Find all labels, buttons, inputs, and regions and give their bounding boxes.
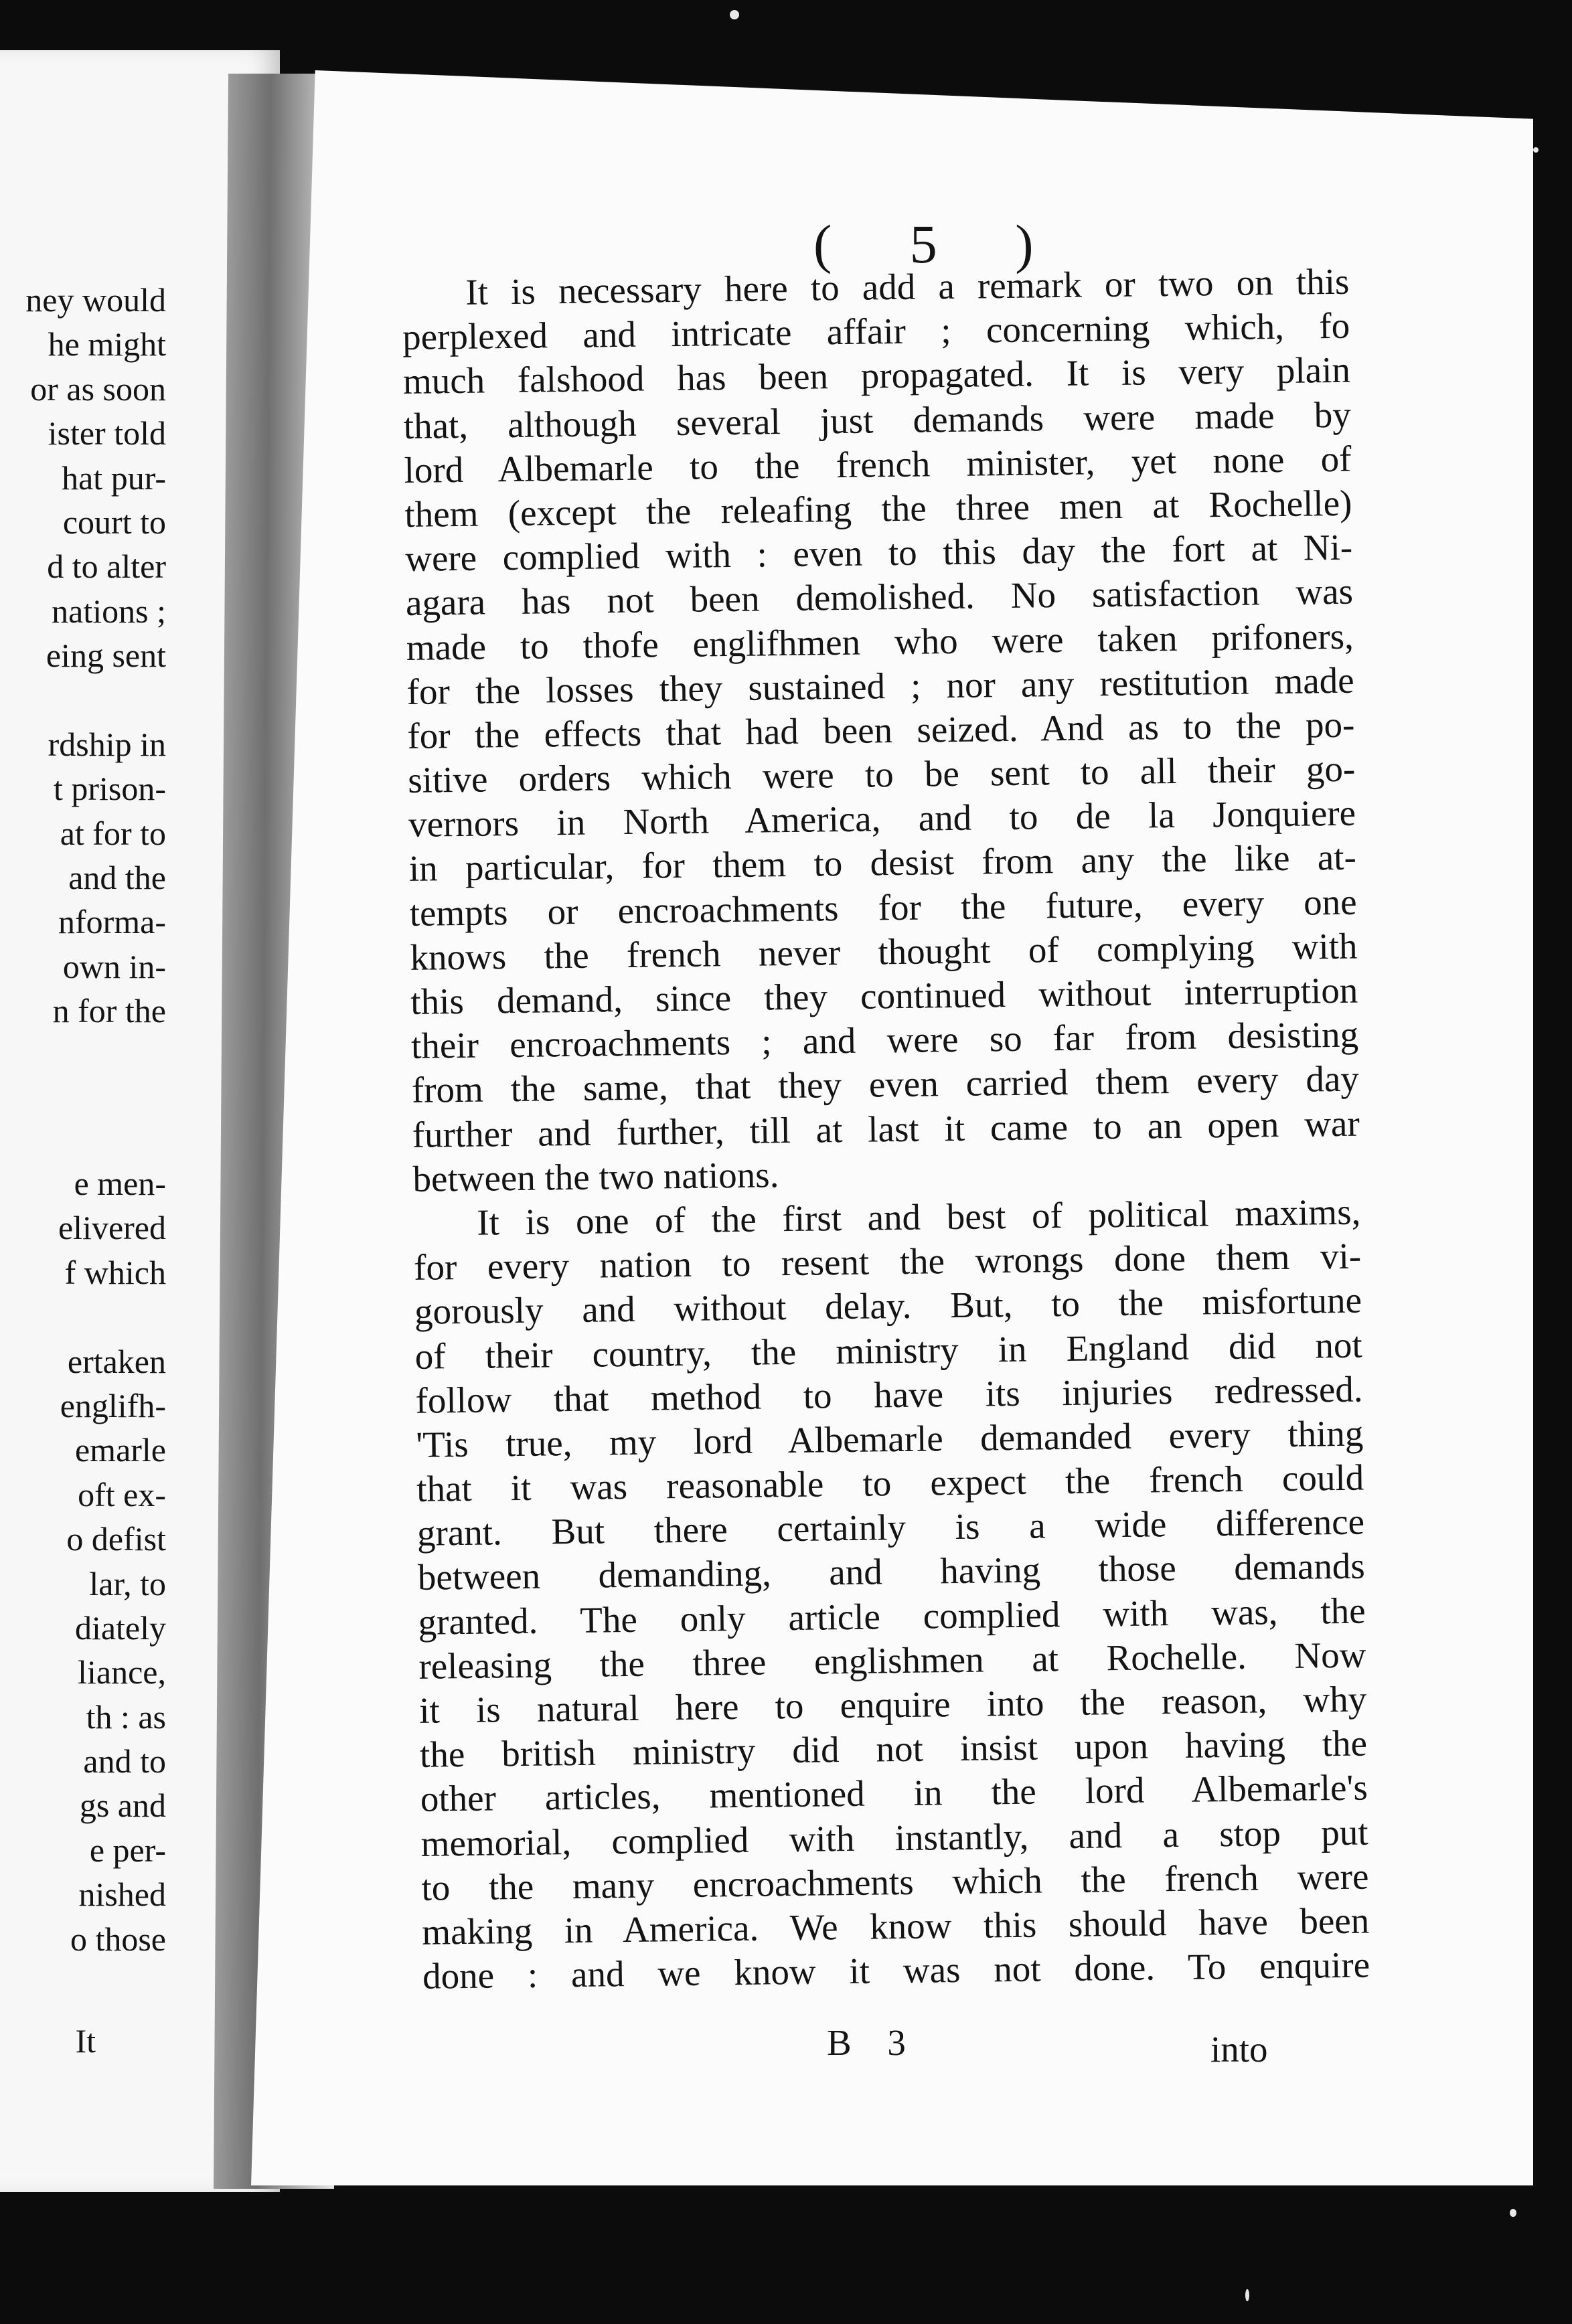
catchword: into — [1210, 2029, 1268, 2070]
left-line: ney would — [25, 281, 166, 319]
text-line: for every nation to resent the wrongs done them vi- — [413, 1235, 1362, 1289]
left-line: t prison- — [53, 770, 166, 808]
text-line: for the losses they sustained ; nor any restitution made — [406, 659, 1354, 712]
left-line — [0, 1295, 166, 1339]
text-line: it is natural here to enquire into the reason, why — [418, 1678, 1367, 1731]
text-line: further and further, till at last it came to an open war — [412, 1102, 1360, 1155]
text-line: the british ministry did not insist upon having the — [419, 1722, 1368, 1776]
text-line: It is one of the first and best of political maxims, — [476, 1191, 1361, 1243]
text-line: them (except the releafing the three men at Rochelle) — [404, 482, 1352, 535]
left-line: or as soon — [30, 369, 166, 408]
left-page-text-lower — [0, 1161, 166, 1961]
left-line: emarle — [74, 1431, 166, 1469]
left-line: d to alter — [47, 548, 166, 586]
body-text — [402, 260, 1370, 1999]
text-line: that it was reasonable to expect the french could — [416, 1457, 1364, 1509]
left-line: and the — [68, 859, 166, 897]
left-line: rdship in — [48, 725, 166, 763]
left-line: o those — [70, 1920, 166, 1958]
text-line: in particular, for them to desist from any the like at- — [408, 837, 1357, 890]
left-line: th : as — [86, 1697, 166, 1736]
text-line: their encroachments ; and were so far from desisting — [410, 1013, 1359, 1067]
left-line: n for the — [52, 992, 166, 1030]
dust-speck — [1533, 147, 1539, 153]
text-line: done : and we know it was not done. To enquire — [422, 1944, 1370, 1997]
text-line: this demand, since they continued without interruption — [410, 969, 1358, 1022]
left-line: eing sent — [46, 637, 166, 675]
text-line: releasing the three englishmen at Rochelle. Now — [418, 1634, 1366, 1687]
left-line: diately — [74, 1608, 166, 1647]
left-line: lar, to — [89, 1564, 166, 1602]
text-line: knows the french never thought of complying with — [410, 925, 1358, 978]
text-line: much falshood has been propagated. It is very plain — [402, 349, 1351, 402]
text-line: gorously and without delay. But, to the misfortune — [414, 1279, 1362, 1333]
text-line: 'Tis true, my lord Albemarle demanded every thing — [416, 1412, 1364, 1465]
text-line: vernors in North America, and to de la Jonquiere — [408, 792, 1356, 845]
left-line: he might — [48, 325, 166, 363]
text-line: to the many encroachments which the french were — [421, 1855, 1369, 1908]
left-line: and to — [83, 1742, 166, 1780]
left-line: gs and — [79, 1787, 166, 1825]
text-line: agara has not been demolished. No satisfaction was — [405, 570, 1354, 624]
left-line: f which — [64, 1253, 166, 1291]
text-line: from the same, that they even carried them every day — [411, 1058, 1360, 1111]
dust-speck — [1510, 2209, 1516, 2217]
left-line: ister told — [48, 414, 166, 452]
left-page-catchword: It — [75, 2022, 96, 2060]
text-line: for the effects that had been seized. And as to the po- — [407, 703, 1355, 756]
text-line: making in America. We know this should have been — [421, 1900, 1370, 1953]
text-line: follow that method to have its injuries redressed. — [415, 1368, 1363, 1421]
left-line: e men- — [74, 1165, 166, 1202]
left-line: ertaken — [67, 1342, 166, 1380]
left-line: liance, — [78, 1653, 166, 1691]
left-page-text-upper — [0, 278, 166, 1033]
text-line: of their country, the ministry in England did not — [414, 1324, 1363, 1377]
text-line: that, although several just demands were made by — [403, 394, 1352, 446]
text-line: lord Albemarle to the french minister, yet none of — [404, 438, 1352, 491]
left-line: o defist — [66, 1520, 166, 1558]
text-line: other articles, mentioned in the lord Albemarle's — [420, 1766, 1368, 1820]
dust-speck — [1245, 2289, 1249, 2301]
left-line: at for to — [60, 814, 166, 852]
text-line: were complied with : even to this day the fort at Ni- — [404, 526, 1353, 580]
text-line: perplexed and intricate affair ; concerning which, fo — [402, 305, 1350, 358]
left-line: elivered — [58, 1209, 166, 1247]
left-line: oft ex- — [78, 1475, 166, 1513]
text-line: between the two nations. — [412, 1153, 779, 1199]
text-line: It is necessary here to add a remark or two on this — [465, 260, 1350, 313]
left-line: nations ; — [52, 592, 166, 630]
left-line: hat pur- — [62, 459, 166, 497]
text-line: sitive orders which were to be sent to all their go- — [407, 748, 1356, 801]
left-line: nforma- — [58, 903, 166, 941]
page-number-header: ( 5 ) — [813, 214, 1066, 274]
text-line: between demanding, and having those demands — [417, 1546, 1366, 1598]
left-line: own in- — [62, 947, 166, 985]
text-line: tempts or encroachments for the future, every one — [409, 881, 1357, 934]
dust-speck — [730, 10, 739, 19]
left-line: englifh- — [60, 1386, 166, 1424]
text-line: grant. But there certainly is a wide difference — [416, 1501, 1365, 1554]
text-line: made to thofe englifhmen who were taken prifoners, — [406, 615, 1354, 668]
text-line: memorial, complied with instantly, and a stop put — [420, 1811, 1368, 1864]
left-line: court to — [62, 503, 166, 541]
text-line: granted. The only article complied with was, the — [418, 1590, 1366, 1643]
left-line: e per- — [89, 1831, 166, 1869]
signature-mark: B 3 — [827, 2022, 919, 2063]
left-line: nished — [78, 1876, 166, 1914]
left-line — [0, 678, 166, 722]
